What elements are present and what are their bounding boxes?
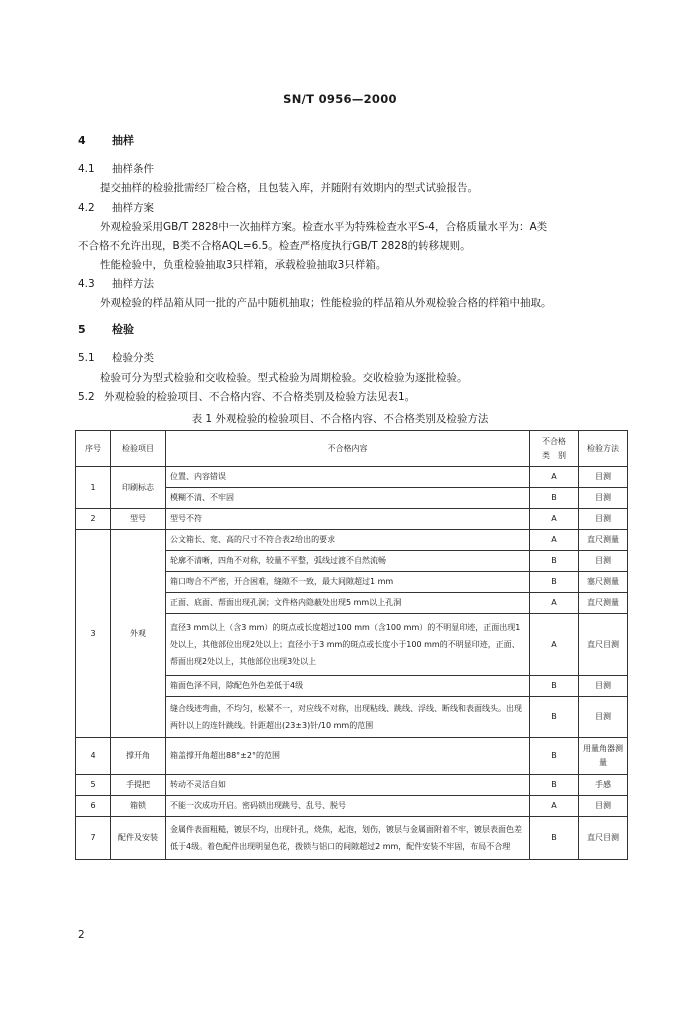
subsection-number: 4.1 [78, 163, 95, 175]
cell-item: 手提把 [111, 775, 166, 796]
cell-category: B [530, 676, 579, 697]
header-category-line2: 类 别 [542, 450, 566, 460]
paragraph: 外观检验的检验项目、不合格内容、不合格类别及检验方法见表1。 [104, 391, 416, 403]
subsection-5-1-heading [78, 351, 154, 365]
cell-category: A [530, 796, 579, 817]
cell-category: B [530, 738, 579, 775]
table-row [76, 796, 628, 817]
cell-no: 6 [76, 796, 111, 817]
subsection-number: 5.1 [78, 352, 95, 364]
subsection-4-3-heading [78, 277, 154, 291]
header-category [530, 431, 579, 467]
section-title: 检验 [112, 323, 134, 336]
cell-method: 直尺测量 [579, 530, 628, 551]
document-header: SN/T 0956—2000 [283, 92, 397, 106]
cell-category: A [530, 509, 579, 530]
cell-content: 公文箱长、宽、高的尺寸不符合表2给出的要求 [166, 530, 530, 551]
cell-category: A [530, 467, 579, 488]
header-category-line1: 不合格 [542, 436, 566, 446]
table-row [76, 775, 628, 796]
paragraph-line: 不合格不允许出现，B类不合格AQL=6.5。检查严格度执行GB/T 2828的转移规则。 [78, 240, 471, 252]
cell-method: 塞尺测量 [579, 572, 628, 593]
cell-content: 型号不符 [166, 509, 530, 530]
subsection-title: 抽样方案 [112, 202, 154, 214]
cell-category: B [530, 551, 579, 572]
table-header-row [76, 431, 628, 467]
cell-method: 手感 [579, 775, 628, 796]
cell-method: 直尺目测 [579, 614, 628, 676]
cell-category: B [530, 488, 579, 509]
cell-item: 撑开角 [111, 738, 166, 775]
cell-content: 位置、内容错误 [166, 467, 530, 488]
subsection-number: 5.2 [78, 391, 95, 403]
paragraph: 检验可分为型式检验和交收检验。型式检验为周期检验。交收检验为逐批检验。 [100, 372, 468, 384]
cell-method: 目测 [579, 467, 628, 488]
table-row [76, 467, 628, 488]
subsection-number: 4.3 [78, 278, 95, 290]
cell-content: 箱盖撑开角超出88°±2°的范围 [166, 738, 530, 775]
cell-content: 正面、底面、帮面出现孔洞；文件格内隐蔽处出现5 mm以上孔洞 [166, 593, 530, 614]
cell-item: 型号 [111, 509, 166, 530]
subsection-title: 抽样方法 [112, 278, 154, 290]
cell-no: 1 [76, 467, 111, 509]
table-row [76, 509, 628, 530]
paragraph: 性能检验中，负重检验抽取3只样箱，承载检验抽取3只样箱。 [100, 259, 387, 271]
cell-no: 7 [76, 817, 111, 860]
subsection-5-2 [78, 390, 415, 404]
cell-no: 3 [76, 530, 111, 738]
cell-category: B [530, 572, 579, 593]
cell-category: A [530, 530, 579, 551]
inspection-table [75, 430, 628, 860]
cell-category: B [530, 817, 579, 860]
cell-category: A [530, 593, 579, 614]
cell-method: 目测 [579, 488, 628, 509]
header-item: 检验项目 [111, 431, 166, 467]
cell-item: 印刷标志 [111, 467, 166, 509]
cell-content: 不能一次成功开启。密码锁出现跳号、乱号、脱号 [166, 796, 530, 817]
subsection-title: 抽样条件 [112, 163, 154, 175]
paragraph: 提交抽样的检验批需经厂检合格，且包装入库，并随附有效期内的型式试验报告。 [100, 182, 478, 194]
cell-method: 直尺目测 [579, 817, 628, 860]
section-number: 5 [78, 323, 86, 336]
cell-item: 配件及安装 [111, 817, 166, 860]
header-content: 不合格内容 [166, 431, 530, 467]
cell-method: 目测 [579, 697, 628, 738]
cell-method: 目测 [579, 676, 628, 697]
cell-no: 2 [76, 509, 111, 530]
table-row [76, 817, 628, 860]
section-5-heading [78, 323, 134, 337]
header-no: 序号 [76, 431, 111, 467]
table-row [76, 530, 628, 551]
paragraph-line: 外观检验采用GB/T 2828中一次抽样方案。检查水平为特殊检查水平S-4，合格质量水平为：A类 [100, 221, 548, 233]
cell-no: 4 [76, 738, 111, 775]
table-caption: 表 1 外观检验的检验项目、不合格内容、不合格类别及检验方法 [191, 413, 489, 425]
cell-method: 目测 [579, 551, 628, 572]
cell-content: 模糊不清、不牢固 [166, 488, 530, 509]
cell-method: 直尺测量 [579, 593, 628, 614]
cell-content: 转动不灵活自如 [166, 775, 530, 796]
cell-item: 外观 [111, 530, 166, 738]
section-4-heading [78, 134, 134, 148]
cell-item: 箱锁 [111, 796, 166, 817]
cell-category: A [530, 614, 579, 676]
paragraph: 外观检验的样品箱从同一批的产品中随机抽取；性能检验的样品箱从外观检验合格的样箱中抽取。 [100, 297, 552, 309]
subsection-title: 检验分类 [112, 352, 154, 364]
header-method: 检验方法 [579, 431, 628, 467]
cell-method: 目测 [579, 796, 628, 817]
cell-content: 金属件表面粗糙，镀层不均，出现针孔，烧焦，起泡，划伤，镀层与金属面附着不牢，镀层表面色差低于4级。着色配件出现明显色花，拨锁与铝口的间隙超过2 mm，配件安装不牢固，布局不合理 [166, 817, 530, 860]
section-number: 4 [78, 134, 86, 147]
subsection-4-2-heading [78, 201, 154, 215]
page-number: 2 [78, 929, 85, 941]
cell-method: 用量角器测量 [579, 738, 628, 775]
subsection-4-1-heading [78, 162, 154, 176]
section-title: 抽样 [112, 134, 134, 147]
cell-no: 5 [76, 775, 111, 796]
subsection-number: 4.2 [78, 202, 95, 214]
cell-category: B [530, 775, 579, 796]
cell-method: 目测 [579, 509, 628, 530]
cell-category: B [530, 697, 579, 738]
cell-content: 直径3 mm以上（含3 mm）的斑点或长度超过100 mm（含100 mm）的不明显印迹，正面出现1处以上，其他部位出现2处以上；直径小于3 mm的斑点或长度小于100 mm的不明显印迹，正面、帮面出现2处以上，其他部位出现3处以上 [166, 614, 530, 676]
cell-content: 轮廓不清晰，四角不对称，较量不平整，弧线过渡不自然流畅 [166, 551, 530, 572]
cell-content: 箱口吻合不严密，开合困难，缝隙不一致，最大间隙超过1 mm [166, 572, 530, 593]
table-row [76, 738, 628, 775]
cell-content: 缝合线迹弯曲，不均匀，松紧不一，对应线不对称，出现粘线、跳线、浮线、断线和表面线头。出现两针以上的连针跳线。针距超出(23±3)针/10 mm的范围 [166, 697, 530, 738]
cell-content: 箱面色泽不同，除配色外色差低于4级 [166, 676, 530, 697]
